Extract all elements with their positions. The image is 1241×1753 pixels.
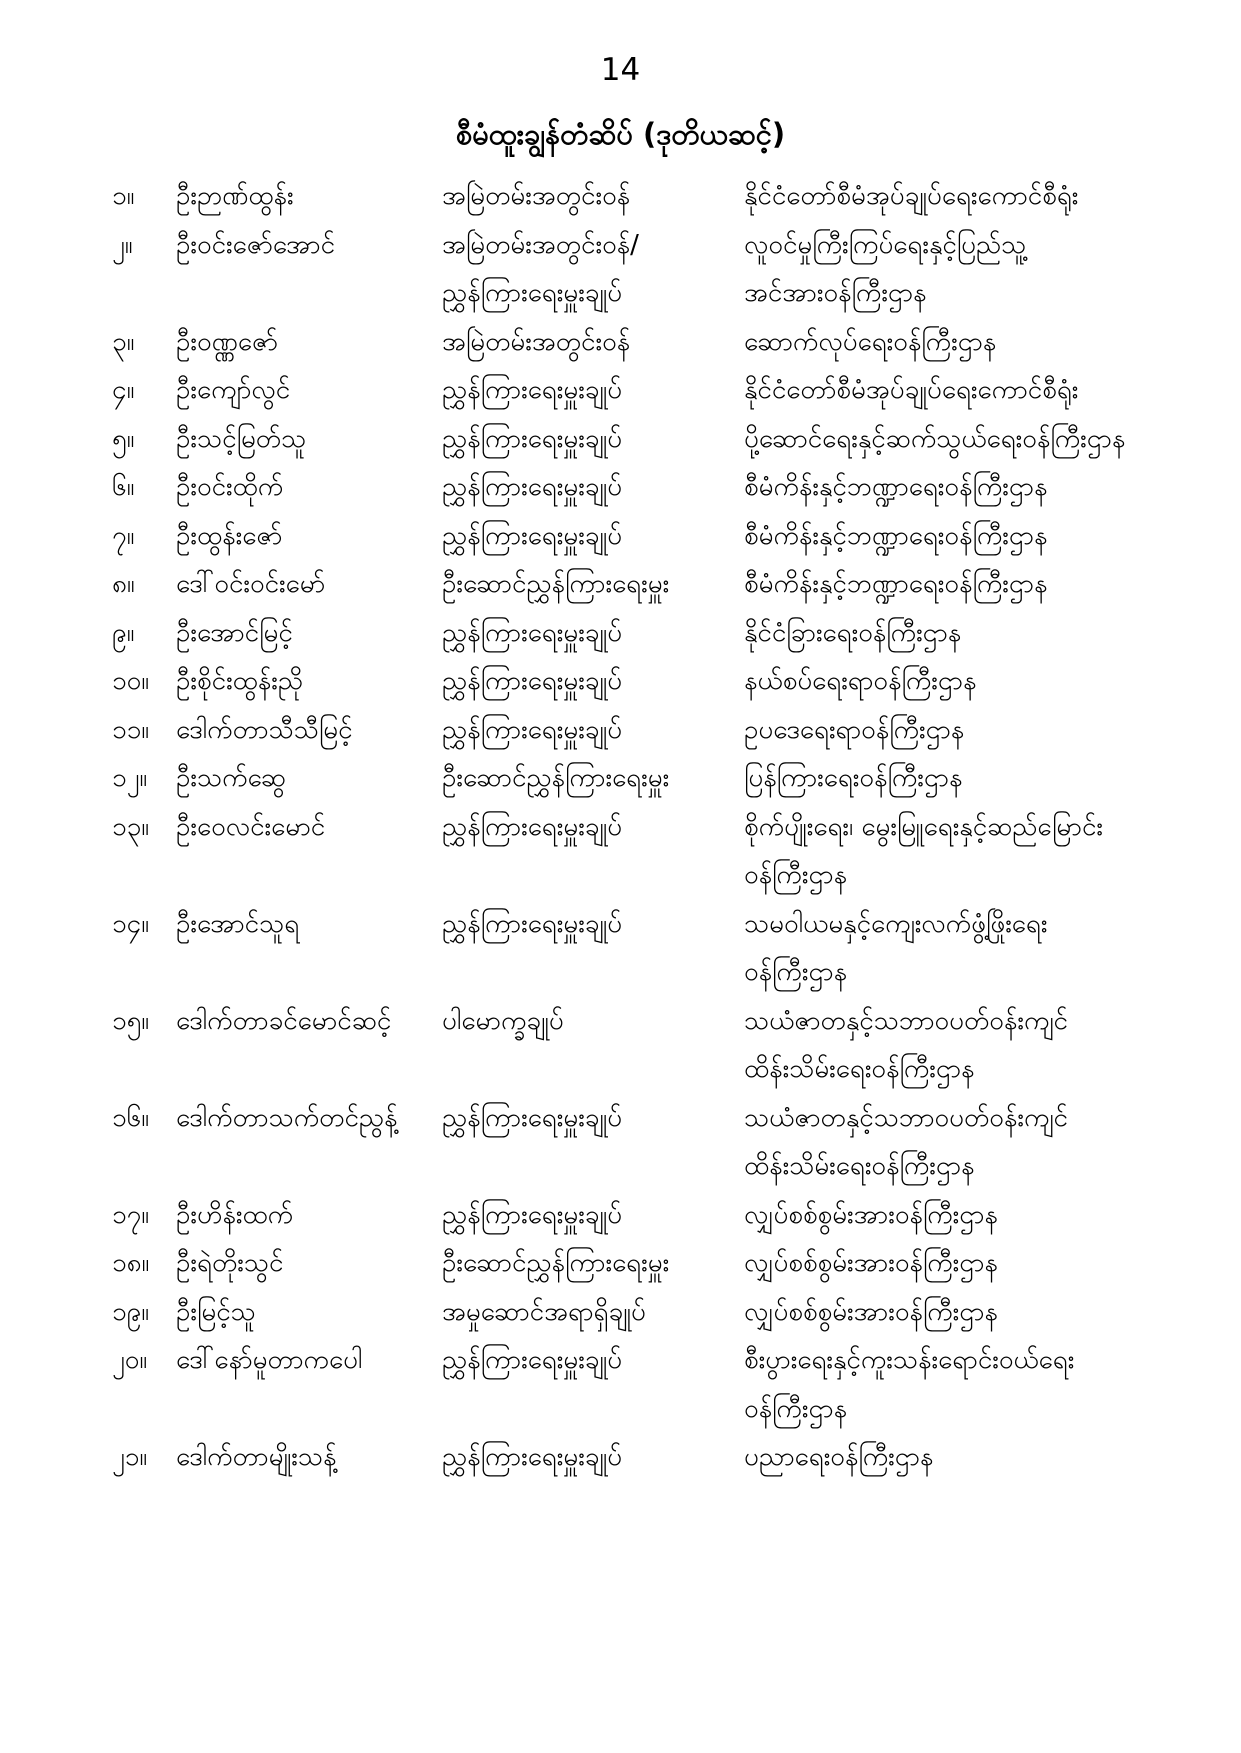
cell-line: ၁၃။ <box>112 811 150 842</box>
row-position <box>442 1336 744 1385</box>
cell-line: ဦးမြင့်သူ <box>176 1296 256 1327</box>
row-name <box>176 1336 442 1385</box>
row-number <box>112 997 176 1046</box>
cell-line: အမှုဆောင်အရာရှိချုပ် <box>442 1296 646 1327</box>
cell-line: သယံဇာတနှင့်သဘာဝပတ်ဝန်းကျင် <box>744 1005 1068 1036</box>
cell-line: စိုက်ပျိုးရေး၊ မွေးမြူရေးနှင့်ဆည်မြောင်း <box>744 811 1103 842</box>
cell-line: ဦးအောင်မြင့် <box>176 617 293 648</box>
cell-line: ဦးဆောင်ညွှန်ကြားရေးမှူး <box>442 763 670 793</box>
row-name <box>176 463 442 512</box>
cell-line: ညွှန်ကြားရေးမှူးချုပ် <box>442 423 623 454</box>
cell-line: ထိန်းသိမ်းရေးဝန်ကြီးဌာန <box>744 1151 975 1181</box>
cell-line: စီးပွားရေးနှင့်ကူးသန်းရောင်းဝယ်ရေး <box>744 1345 1075 1375</box>
table-row <box>112 463 1131 512</box>
row-number <box>112 512 176 561</box>
cell-line: ညွှန်ကြားရေးမှူးချုပ် <box>442 278 623 308</box>
cell-line: ဒေါက်တာခင်မောင်ဆင့် <box>176 1005 392 1036</box>
table-row <box>112 221 1131 318</box>
cell-line: ထိန်းသိမ်းရေးဝန်ကြီးဌာန <box>744 1054 975 1084</box>
cell-line: ညွှန်ကြားရေးမှူးချုပ် <box>442 1199 623 1230</box>
cell-line: နိုင်ငံခြားရေးဝန်ကြီးဌာန <box>744 617 962 648</box>
row-number <box>112 415 176 464</box>
table-row <box>112 366 1131 415</box>
row-ministry <box>744 657 1131 706</box>
row-position <box>442 706 744 755</box>
cell-line: ဝန်ကြီးဌာန <box>744 957 848 987</box>
row-position <box>442 803 744 852</box>
cell-line: ၅။ <box>112 423 135 454</box>
row-name <box>176 172 442 221</box>
table-row <box>112 560 1131 609</box>
row-position <box>442 900 744 949</box>
row-ministry <box>744 1288 1131 1337</box>
table-row <box>112 657 1131 706</box>
table-row <box>112 1288 1131 1337</box>
cell-line: ၁၇။ <box>112 1199 150 1230</box>
cell-line: ဦးဝင်းဇော်အောင် <box>176 229 335 260</box>
cell-line: ပါမောက္ခချုပ် <box>442 1005 564 1036</box>
row-ministry <box>744 706 1131 755</box>
table-row <box>112 609 1131 658</box>
row-name <box>176 754 442 803</box>
table-row <box>112 900 1131 997</box>
row-name <box>176 609 442 658</box>
table-row <box>112 415 1131 464</box>
cell-line: အမြဲတမ်းအတွင်းဝန် <box>442 181 631 211</box>
table-row <box>112 172 1131 221</box>
row-position <box>442 1239 744 1288</box>
row-ministry <box>744 318 1131 367</box>
cell-line: ညွှန်ကြားရေးမှူးချုပ် <box>442 666 623 696</box>
row-name <box>176 1239 442 1288</box>
row-position <box>442 366 744 415</box>
row-position <box>442 221 744 318</box>
cell-line: ဒေါက်တာသက်တင်ညွန့် <box>176 1102 398 1133</box>
cell-line: စီမံကိန်းနှင့်ဘဏ္ဍာရေးဝန်ကြီးဌာန <box>744 472 1048 502</box>
cell-line: ဦးဝဏ္ဏဇော် <box>176 326 279 357</box>
row-number <box>112 1191 176 1240</box>
row-position <box>442 1288 744 1337</box>
cell-line: လျှပ်စစ်စွမ်းအားဝန်ကြီးဌာန <box>744 1296 998 1327</box>
row-position <box>442 997 744 1046</box>
row-position <box>442 657 744 706</box>
cell-line: ဦးသက်ဆွေ <box>176 763 286 793</box>
cell-line: စီမံကိန်းနှင့်ဘဏ္ဍာရေးဝန်ကြီးဌာန <box>744 569 1048 599</box>
cell-line: ၃။ <box>112 326 135 357</box>
row-name <box>176 318 442 367</box>
cell-line: ၁။ <box>112 181 135 211</box>
table-row <box>112 803 1131 900</box>
cell-line: ၁၉။ <box>112 1296 150 1327</box>
cell-line: ၆။ <box>112 472 135 502</box>
cell-line: ၂။ <box>112 229 133 260</box>
cell-line: သမဝါယမနှင့်ကျေးလက်ဖွံ့ဖြိုးရေး <box>744 908 1048 939</box>
cell-line: ဦးသင့်မြတ်သူ <box>176 423 307 454</box>
cell-line: ဒေါ်ဝင်းဝင်းမော် <box>176 569 326 599</box>
cell-line: နိုင်ငံတော်စီမံအုပ်ချုပ်ရေးကောင်စီရုံး <box>744 181 1079 211</box>
cell-line: ညွှန်ကြားရေးမှူးချုပ် <box>442 472 623 502</box>
table-row <box>112 1336 1131 1433</box>
cell-line: ၁၁။ <box>112 714 150 745</box>
row-ministry <box>744 1336 1131 1433</box>
row-number <box>112 1094 176 1143</box>
row-number <box>112 609 176 658</box>
cell-line: ဦးဟိန်းထက် <box>176 1199 294 1230</box>
row-number <box>112 1239 176 1288</box>
cell-line: လျှပ်စစ်စွမ်းအားဝန်ကြီးဌာန <box>744 1248 998 1278</box>
row-number <box>112 657 176 706</box>
row-ministry <box>744 1433 1131 1482</box>
cell-line: ၂၁။ <box>112 1442 148 1472</box>
row-position <box>442 754 744 803</box>
cell-line: ၁၈။ <box>112 1248 150 1278</box>
row-ministry <box>744 512 1131 561</box>
cell-line: စီမံကိန်းနှင့်ဘဏ္ဍာရေးဝန်ကြီးဌာန <box>744 520 1048 551</box>
cell-line: လျှပ်စစ်စွမ်းအားဝန်ကြီးဌာန <box>744 1199 998 1230</box>
row-number <box>112 1288 176 1337</box>
row-name <box>176 366 442 415</box>
row-name <box>176 415 442 464</box>
row-name <box>176 221 442 270</box>
row-number <box>112 172 176 221</box>
row-number <box>112 900 176 949</box>
row-name <box>176 1094 442 1143</box>
row-ministry <box>744 754 1131 803</box>
cell-line: ညွှန်ကြားရေးမှူးချုပ် <box>442 1102 623 1133</box>
row-number <box>112 706 176 755</box>
table-row <box>112 754 1131 803</box>
row-number <box>112 463 176 512</box>
cell-line: ဦးရဲတိုးသွင် <box>176 1248 284 1278</box>
cell-line: အမြဲတမ်းအတွင်းဝန် <box>442 326 631 357</box>
cell-line: ဝန်ကြီးဌာန <box>744 1393 848 1424</box>
row-position <box>442 512 744 561</box>
cell-line: ညွှန်ကြားရေးမှူးချုပ် <box>442 908 623 939</box>
row-number <box>112 560 176 609</box>
cell-line: ဦးအောင်သူရ <box>176 908 300 939</box>
row-ministry <box>744 366 1131 415</box>
cell-line: နယ်စပ်ရေးရာဝန်ကြီးဌာန <box>744 666 977 696</box>
cell-line: ၂၀။ <box>112 1345 148 1375</box>
row-ministry <box>744 609 1131 658</box>
row-name <box>176 560 442 609</box>
row-number <box>112 318 176 367</box>
row-number <box>112 754 176 803</box>
cell-line: ညွှန်ကြားရေးမှူးချုပ် <box>442 714 623 745</box>
row-position <box>442 318 744 367</box>
row-name <box>176 657 442 706</box>
row-name <box>176 997 442 1046</box>
cell-line: ဦးဆောင်ညွှန်ကြားရေးမှူး <box>442 569 670 599</box>
roster-table <box>112 172 1131 1482</box>
cell-line: နိုင်ငံတော်စီမံအုပ်ချုပ်ရေးကောင်စီရုံး <box>744 375 1079 405</box>
cell-line: သယံဇာတနှင့်သဘာဝပတ်ဝန်းကျင် <box>744 1102 1068 1133</box>
cell-line: ဆောက်လုပ်ရေးဝန်ကြီးဌာန <box>744 326 997 357</box>
row-number <box>112 803 176 852</box>
cell-line: ဦးထွန်းဇော် <box>176 520 283 551</box>
table-row <box>112 1191 1131 1240</box>
row-name <box>176 900 442 949</box>
cell-line: ၇။ <box>112 520 135 551</box>
page-number: 14 <box>600 52 641 88</box>
row-ministry <box>744 221 1131 318</box>
row-position <box>442 1191 744 1240</box>
cell-line: ဦးဝင်းထိုက် <box>176 472 284 502</box>
row-name <box>176 1191 442 1240</box>
row-ministry <box>744 803 1131 900</box>
row-name <box>176 706 442 755</box>
cell-line: ဦးဆောင်ညွှန်ကြားရေးမှူး <box>442 1248 670 1278</box>
cell-line: ပြန်ကြားရေးဝန်ကြီးဌာန <box>744 763 963 793</box>
cell-line: ညွှန်ကြားရေးမှူးချုပ် <box>442 811 623 842</box>
cell-line: ဝန်ကြီးဌာန <box>744 860 848 890</box>
cell-line: ဦးဉာဏ်ထွန်း <box>176 181 294 211</box>
table-row <box>112 1094 1131 1191</box>
row-position <box>442 1433 744 1482</box>
row-ministry <box>744 900 1131 997</box>
table-row <box>112 1433 1131 1482</box>
row-ministry <box>744 1191 1131 1240</box>
cell-line: ၁၅။ <box>112 1005 150 1036</box>
row-ministry <box>744 1239 1131 1288</box>
table-row <box>112 1239 1131 1288</box>
row-name <box>176 1288 442 1337</box>
cell-line: ဦးဝေလင်းမောင် <box>176 811 326 842</box>
row-position <box>442 560 744 609</box>
table-row <box>112 997 1131 1094</box>
cell-line: ၁၀။ <box>112 666 150 696</box>
row-name <box>176 803 442 852</box>
table-row <box>112 512 1131 561</box>
cell-line: ဒေါ်နော်မူတာကပေါ <box>176 1345 363 1375</box>
row-position <box>442 463 744 512</box>
cell-line: ညွှန်ကြားရေးမှူးချုပ် <box>442 1345 623 1375</box>
row-number <box>112 1433 176 1482</box>
row-name <box>176 1433 442 1482</box>
cell-line: ညွှန်ကြားရေးမှူးချုပ် <box>442 617 623 648</box>
cell-line: ဒေါက်တာမျိုးသန့် <box>176 1442 337 1472</box>
cell-line: ဥပဒေရေးရာဝန်ကြီးဌာန <box>744 714 965 745</box>
row-ministry <box>744 560 1131 609</box>
cell-line: အင်အားဝန်ကြီးဌာန <box>744 278 927 308</box>
row-position <box>442 415 744 464</box>
cell-line: အမြဲတမ်းအတွင်းဝန်/ <box>442 229 639 260</box>
cell-line: ဦးစိုင်းထွန်းညို <box>176 666 304 696</box>
row-number <box>112 221 176 270</box>
row-ministry <box>744 463 1131 512</box>
row-number <box>112 1336 176 1385</box>
row-number <box>112 366 176 415</box>
cell-line: ၄။ <box>112 375 135 405</box>
row-ministry <box>744 415 1131 464</box>
cell-line: လူဝင်မှုကြီးကြပ်ရေးနှင့်ပြည်သူ့ <box>744 229 1027 260</box>
cell-line: ၁၄။ <box>112 908 150 939</box>
row-position <box>442 609 744 658</box>
table-row <box>112 706 1131 755</box>
cell-line: ညွှန်ကြားရေးမှူးချုပ် <box>442 1442 623 1472</box>
row-position <box>442 172 744 221</box>
cell-line: ၈။ <box>112 569 135 599</box>
row-position <box>442 1094 744 1143</box>
cell-line: ဒေါက်တာသီသီမြင့် <box>176 714 353 745</box>
cell-line: ပို့ဆောင်ရေးနှင့်ဆက်သွယ်ရေးဝန်ကြီးဌာန <box>744 423 1126 454</box>
cell-line: ညွှန်ကြားရေးမှူးချုပ် <box>442 520 623 551</box>
cell-line: ညွှန်ကြားရေးမှူးချုပ် <box>442 375 623 405</box>
cell-line: ၁၂။ <box>112 763 148 793</box>
row-name <box>176 512 442 561</box>
row-ministry <box>744 1094 1131 1191</box>
page-title: စီမံထူးချွန်တံဆိပ် (ဒုတိယဆင့်) <box>455 117 786 151</box>
table-row <box>112 318 1131 367</box>
cell-line: ၉။ <box>112 617 135 648</box>
cell-line: ၁၆။ <box>112 1102 150 1133</box>
cell-line: ဦးကျော်လွင် <box>176 375 291 405</box>
cell-line: ပညာရေးဝန်ကြီးဌာန <box>744 1442 934 1472</box>
row-ministry <box>744 172 1131 221</box>
row-ministry <box>744 997 1131 1094</box>
